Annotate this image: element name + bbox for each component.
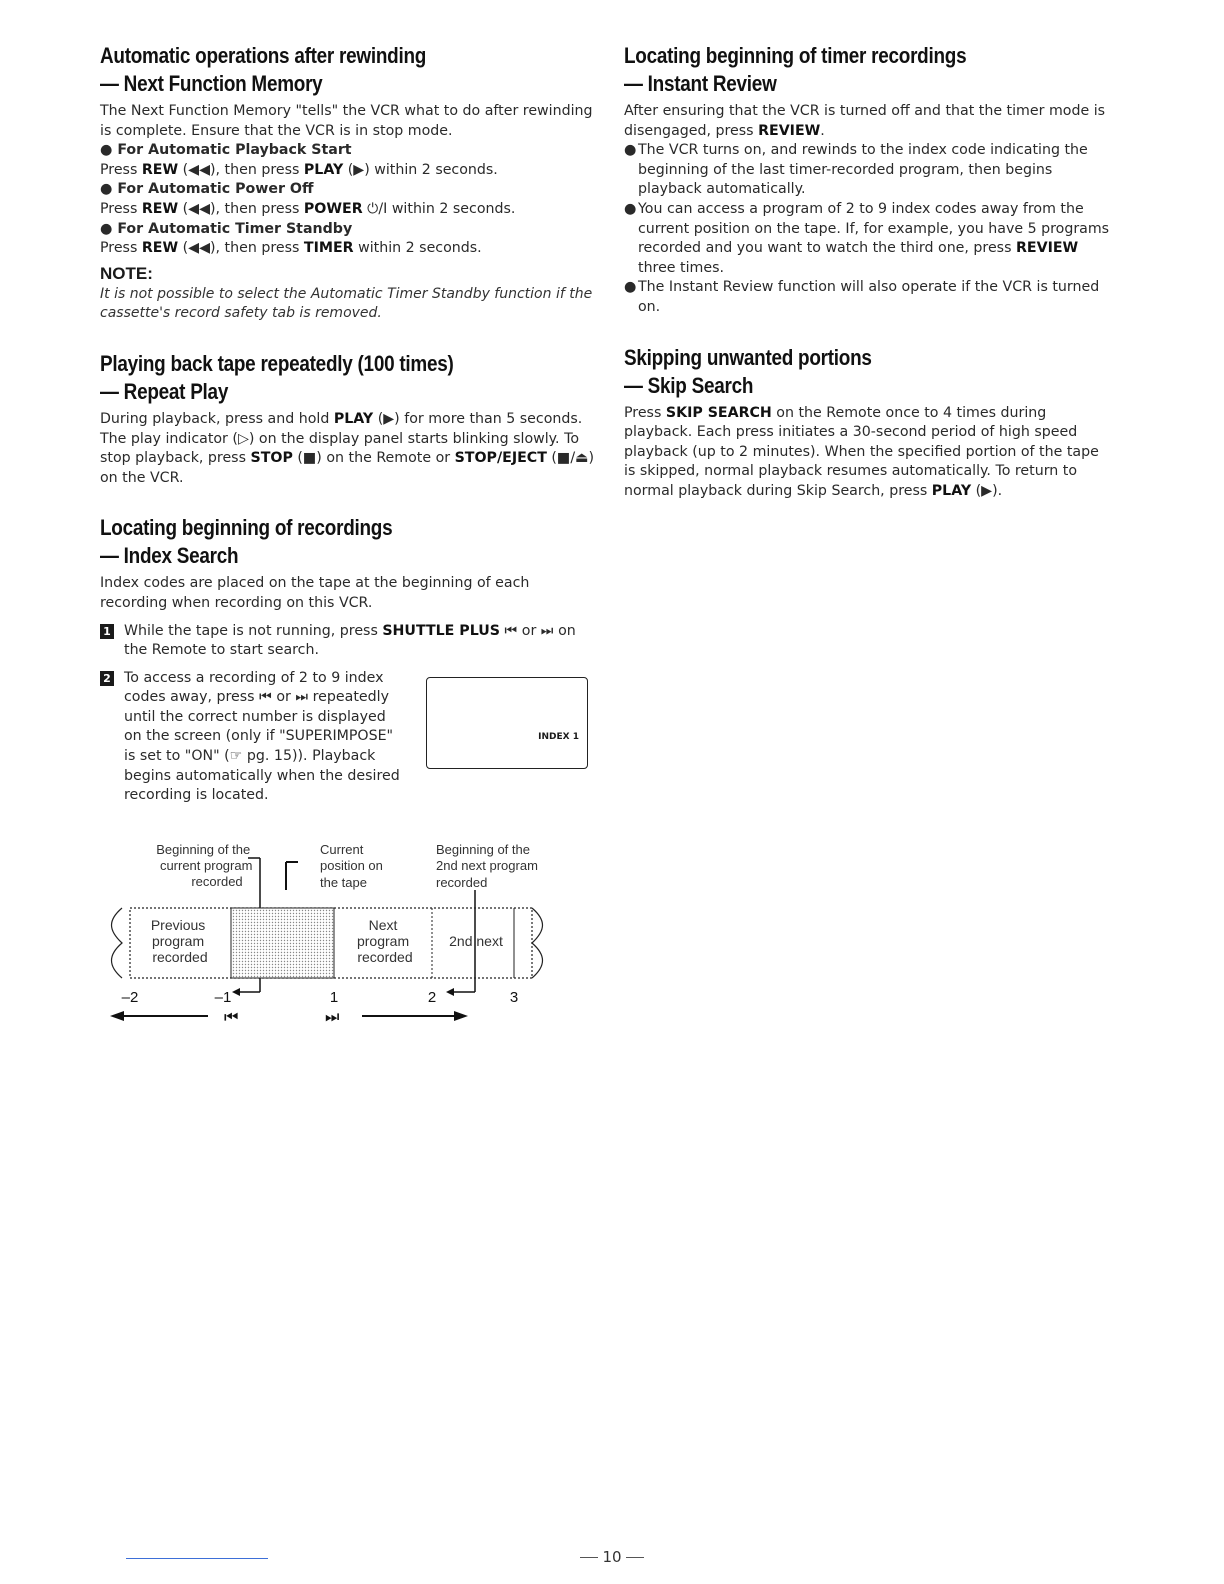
step-number: 1 [100,624,114,639]
label-2nd-next: 2nd next [449,933,503,949]
section-title: Playing back tape repeatedly (100 times) [100,350,454,376]
section-title: Automatic operations after rewinding [100,43,427,68]
section-subtitle: — Index Search [100,543,239,569]
arrow-icon [232,988,240,996]
label-current-position: Current position on the tape [320,842,383,890]
index-search-diagram [100,840,560,1030]
bullet-item: ● The Instant Review function will also operate if the VCR is turned on. [624,279,1100,315]
tape-right-end [532,908,543,978]
label-next-program: Next program recorded [356,917,413,965]
left-arrow-icon [110,1011,124,1021]
step-text: To access a recording of 2 to 9 index codes away, press ⏮ or ⏭ repeatedly until the correct number is displayed on the screen (only if "SUPERIMPOSE" is set to "ON" (☞ pg. 15)). Playback begins automatically when the desired recording is located. [124,669,400,804]
bullet-heading: ● For Automatic Timer Standby [100,220,353,237]
section-instant-review [624,42,1114,318]
label-previous-program: Previous program recorded [150,917,208,965]
step-text: While the tape is not running, press SHUTTLE PLUS ⏮ or ⏭ on the Remote to start search. [124,622,576,659]
tick-label: –1 [214,989,232,1006]
instruction-text: Press REW (◀◀), then press TIMER within 2 seconds. [100,240,482,257]
section-subtitle: — Instant Review [624,71,777,96]
bullet-heading: ● For Automatic Power Off [100,181,314,198]
intro-text: Index codes are placed on the tape at the beginning of each recording when recording on this VCR. [100,575,530,611]
current-program-segment [231,908,334,978]
right-column [624,42,1114,528]
section-title: Locating beginning of recordings [100,515,393,541]
tick-label: 1 [329,989,339,1006]
section-next-function-memory [100,42,595,324]
tv-screen-illustration [426,677,588,769]
tick-label: 3 [509,989,519,1006]
label-beginning-2nd-next: Beginning of the 2nd next program recorded [436,842,538,890]
page-number: 10 [0,1548,1224,1566]
intro-text: After ensuring that the VCR is turned off and that the timer mode is disengaged, press REVIEW. [624,103,1106,139]
instruction-text: Press REW (◀◀), then press PLAY (▶) within 2 seconds. [100,161,498,178]
bullet-item: ● You can access a program of 2 to 9 index codes away from the current position on the tape. If, for example, you have 5 programs recorded and you want to watch the third one, press REVIEW three times. [624,200,1110,276]
rewind-skip-icon: ⏮ [224,1009,239,1026]
intro-text: The Next Function Memory "tells" the VCR what to do after rewinding is complete. Ensure that the VCR is in stop mode. [100,103,593,139]
section-subtitle: — Next Function Memory [100,71,323,96]
step-number: 2 [100,671,114,686]
forward-skip-icon: ⏭ [325,1009,340,1026]
tick-label: –2 [121,989,139,1006]
note-heading: NOTE: [100,263,153,283]
section-skip-search [624,344,1114,502]
tick-label: 2 [427,989,437,1006]
section-subtitle: — Repeat Play [100,378,229,404]
screen-index-text: INDEX 1 [538,732,579,742]
note-text: It is not possible to select the Automatic Timer Standby function if the cassette's record safety tab is removed. [100,285,593,322]
section-repeat-play [100,350,595,488]
section-subtitle: — Skip Search [624,372,754,398]
bullet-item: ● The VCR turns on, and rewinds to the index code indicating the beginning of the last timer-recorded program, then begins playback automatically. [624,142,1088,198]
arrow-icon [446,988,454,996]
section-title: Skipping unwanted portions [624,344,872,370]
label-beginning-current: Beginning of the current program recorded [156,842,253,889]
body-text: During playback, press and hold PLAY (▶) for more than 5 seconds. The play indicator (▷) on the display panel starts blinking slowly. To stop playback, press STOP (■) on the Remote or STOP/EJECT (■/⏏) on the VCR. [100,410,595,486]
section-title: Locating beginning of timer recordings [624,43,967,68]
step-1 [100,622,595,661]
instruction-text: Press REW (◀◀), then press POWER ⏻/I within 2 seconds. [100,200,516,217]
footer-rule [126,1558,268,1559]
tape-left-end [112,908,123,978]
bullet-heading: ● For Automatic Playback Start [100,142,352,159]
right-arrow-icon [454,1011,468,1021]
body-text: Press SKIP SEARCH on the Remote once to 4 times during playback. Each press initiates a 30-second period of high speed playback (up to 2 minutes). When the specified portion of the tape is skipped, normal playback resumes automatically. To return to normal playback during Skip Search, press PLAY (▶). [624,404,1099,499]
